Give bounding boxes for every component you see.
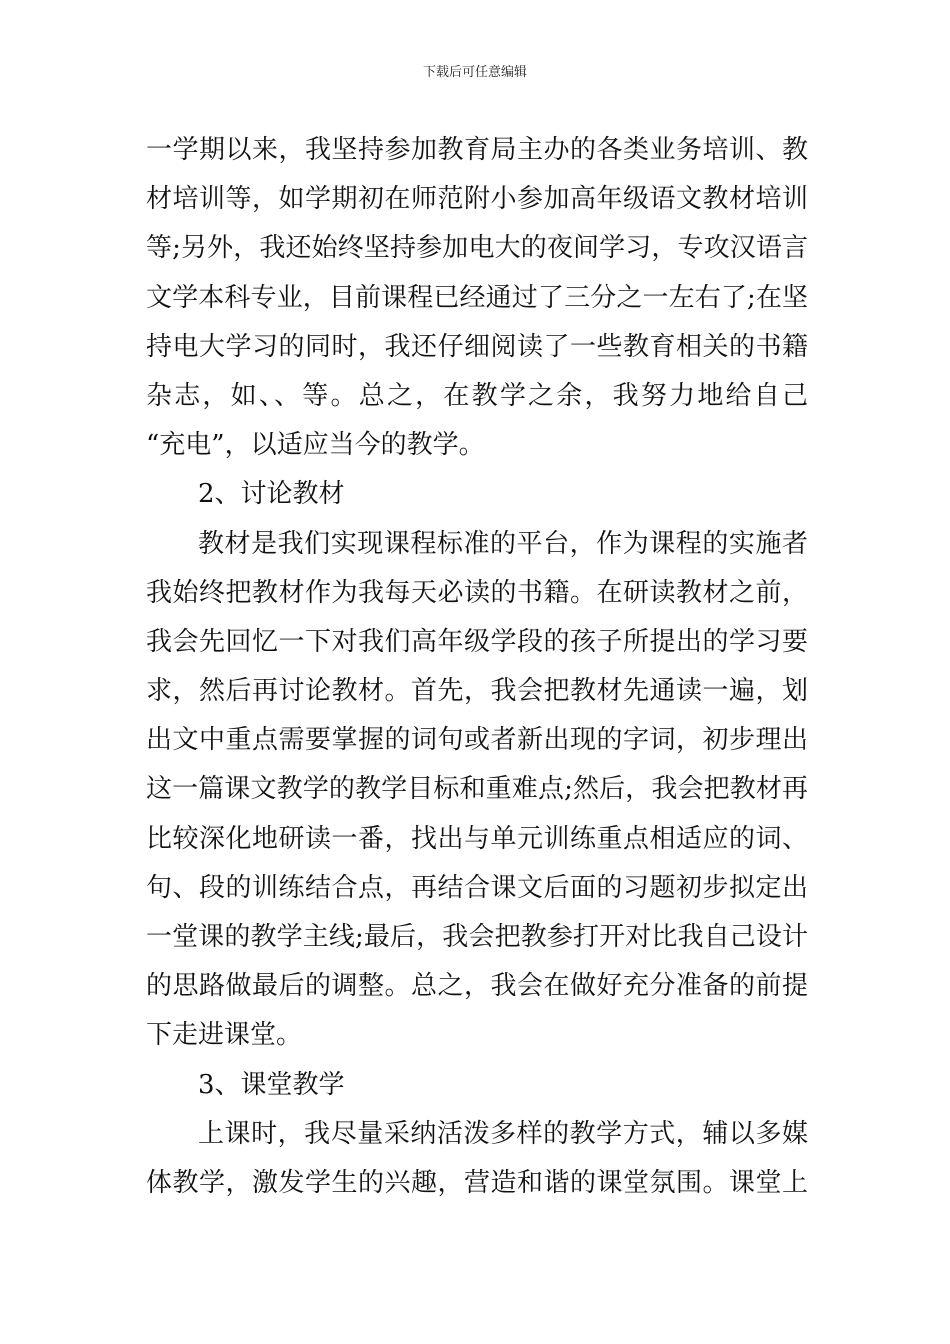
paragraph-line: 一学期以来，我坚持参加教育局主办的各类业务培训、教 [146, 135, 808, 165]
paragraph-line: 的思路做最后的调整。总之，我会在做好充分准备的前提 [146, 971, 808, 1002]
paragraph-line: 出文中重点需要掌握的词句或者新出现的字词，初步理出 [146, 725, 808, 756]
paragraph-line: 文学本科专业，目前课程已经通过了三分之一左右了;在坚 [146, 282, 808, 313]
paragraph-line: 比较深化地研读一番，找出与单元训练重点相适应的词、 [146, 823, 808, 854]
paragraph-line: 句、段的训练结合点，再结合课文后面的习题初步拟定出 [146, 872, 808, 903]
paragraph-line: 杂志，如、、等。总之，在教学之余，我努力地给自己 [146, 380, 808, 411]
paragraph-line: 体教学，激发学生的兴趣，营造和谐的课堂氛围。课堂上 [146, 1167, 808, 1198]
paragraph-line: 我会先回忆一下对我们高年级学段的孩子所提出的学习要 [146, 626, 808, 657]
paragraph-line: 上课时，我尽量采纳活泼多样的教学方式，辅以多媒 [198, 1118, 808, 1149]
paragraph-line: 求，然后再讨论教材。首先，我会把教材先通读一遍，划 [146, 676, 808, 707]
paragraph-line: 一堂课的教学主线;最后，我会把教参打开对比我自己设计 [146, 922, 808, 952]
paragraph-line: 持电大学习的同时，我还仔细阅读了一些教育相关的书籍 [146, 331, 808, 362]
section-heading: 2、讨论教材 [198, 479, 345, 510]
paragraph-line: 等;另外，我还始终坚持参加电大的夜间学习，专攻汉语言 [146, 233, 808, 264]
section-heading: 3、课堂教学 [198, 1069, 345, 1100]
paragraph-line: 材培训等，如学期初在师范附小参加高年级语文教材培训 [146, 184, 808, 215]
paragraph-line: 我始终把教材作为我每天必读的书籍。在研读教材之前， [146, 577, 808, 608]
document-body [146, 126, 808, 1208]
page-header: 下载后可任意编辑 [422, 65, 527, 80]
paragraph-line: 教材是我们实现课程标准的平台，作为课程的实施者 [198, 528, 808, 559]
paragraph-line: 下走进课堂。 [146, 1020, 303, 1051]
paragraph-line: 这一篇课文教学的教学目标和重难点;然后，我会把教材再 [146, 774, 808, 805]
paragraph-line: “充电”，以适应当今的教学。 [146, 430, 485, 461]
